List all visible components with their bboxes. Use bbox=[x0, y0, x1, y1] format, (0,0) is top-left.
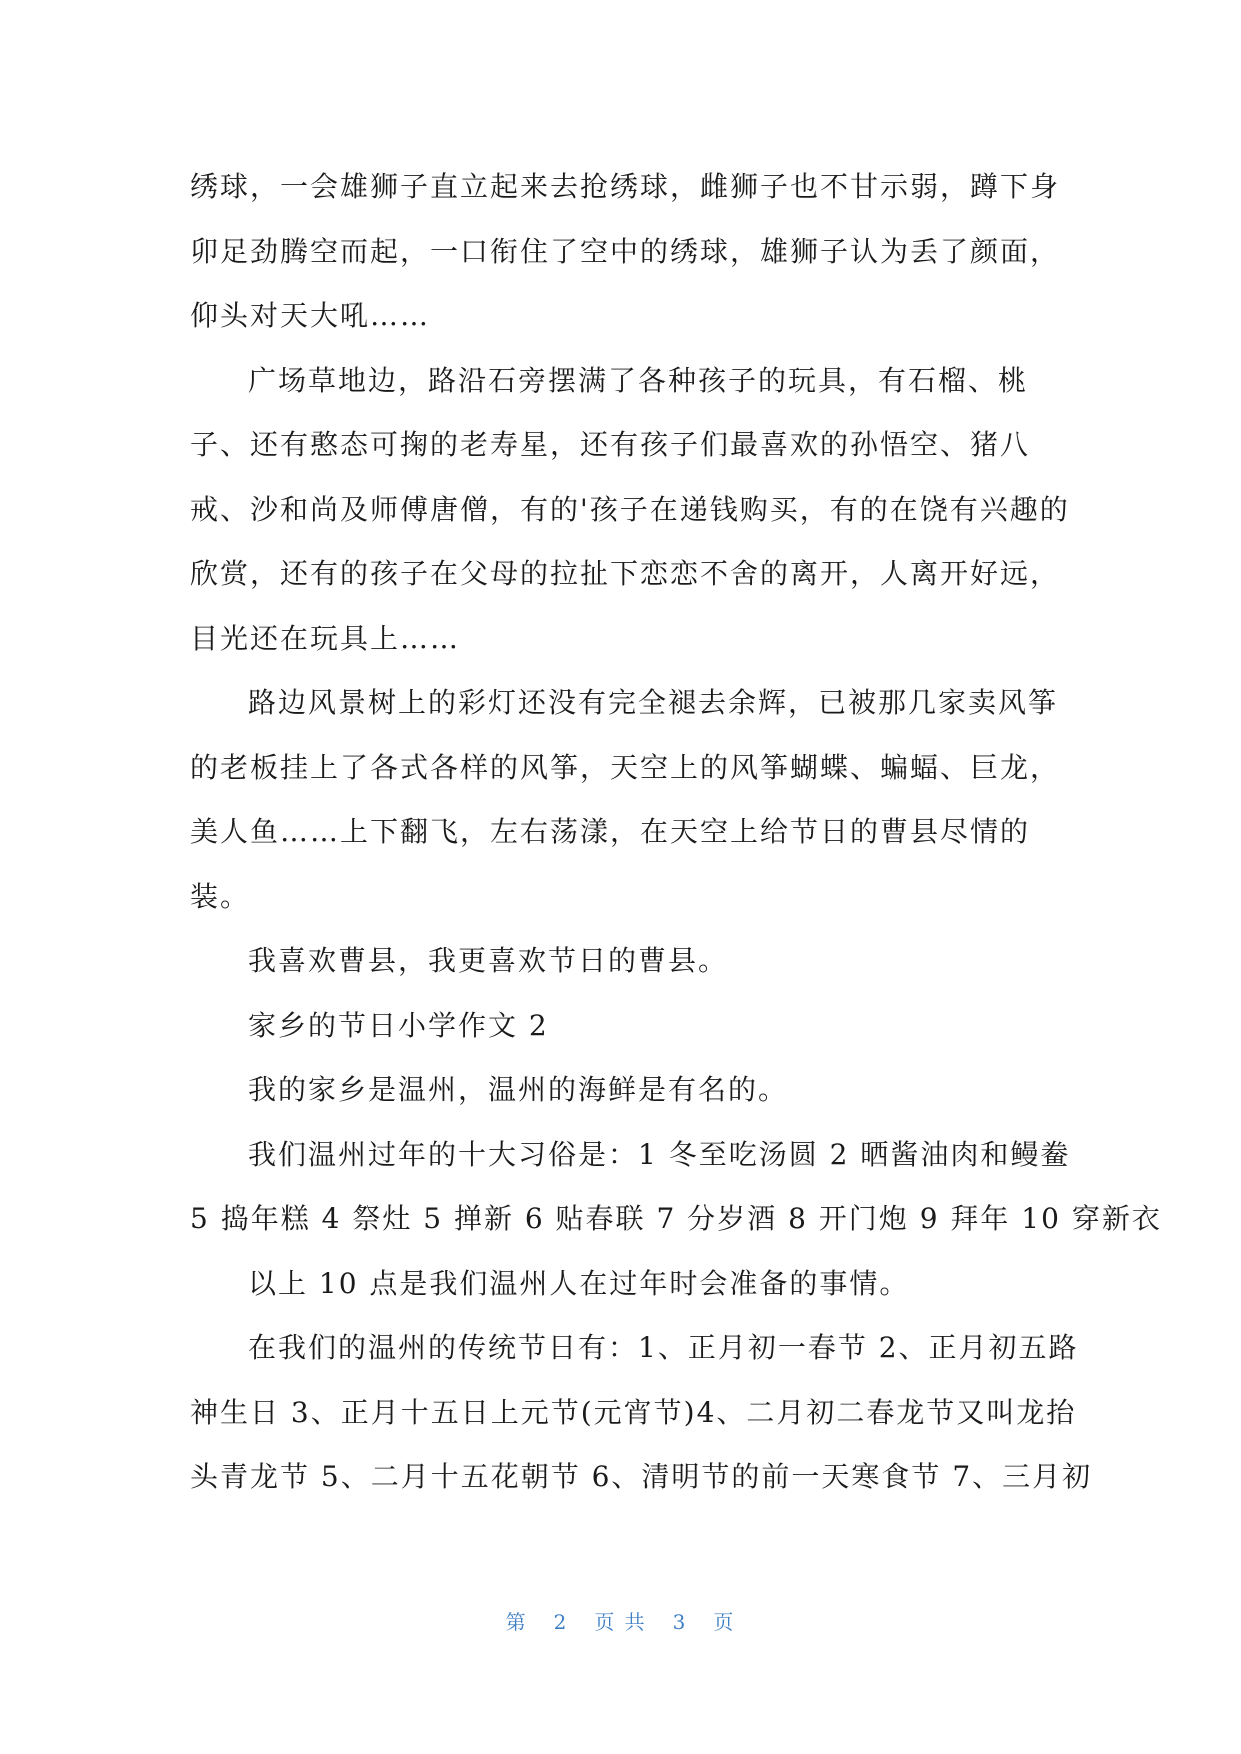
text-line: 家乡的节日小学作文 2 bbox=[248, 1008, 549, 1042]
footer-current-page: 2 bbox=[553, 1610, 569, 1634]
paragraph bbox=[190, 1252, 1070, 1317]
text-line: 装。 bbox=[190, 879, 251, 913]
paragraph bbox=[190, 155, 1070, 349]
text-line: 仰头对天大吼…… bbox=[190, 299, 431, 332]
paragraph bbox=[190, 1316, 1093, 1510]
paragraph bbox=[190, 671, 1070, 929]
footer-middle: 页 共 bbox=[594, 1610, 647, 1634]
document-body bbox=[190, 155, 1162, 1510]
text-line: 广场草地边，路沿石旁摆满了各种孩子的玩具，有石榴、桃 bbox=[248, 363, 1029, 397]
text-line: 头青龙节 5、二月十五花朝节 6、清明节的前一天寒食节 7、三月初 bbox=[190, 1460, 1093, 1493]
paragraph bbox=[190, 1123, 1162, 1252]
paragraph bbox=[190, 929, 1070, 994]
text-line: 绣球，一会雄狮子直立起来去抢绣球，雌狮子也不甘示弱，蹲下身 bbox=[190, 170, 1061, 203]
text-line: 戒、沙和尚及师傅唐僧，有的'孩子在递钱购买，有的在饶有兴趣的 bbox=[190, 492, 1070, 526]
text-line: 卯足劲腾空而起，一口衔住了空中的绣球，雄狮子认为丢了颜面， bbox=[190, 234, 1061, 268]
text-line: 我们温州过年的十大习俗是：1 冬至吃汤圆 2 晒酱油肉和鳗鲞 bbox=[248, 1137, 1071, 1171]
text-line: 以上 10 点是我们温州人在过年时会准备的事情。 bbox=[248, 1266, 910, 1300]
text-line: 神生日 3、正月十五日上元节(元宵节)4、二月初二春龙节又叫龙抬 bbox=[190, 1395, 1077, 1429]
page-footer bbox=[0, 1606, 1241, 1635]
text-line: 5 捣年糕 4 祭灶 5 掸新 6 贴春联 7 分岁酒 8 开门炮 9 拜年 10 穿新衣 bbox=[190, 1202, 1162, 1235]
paragraph bbox=[190, 349, 1070, 672]
text-line: 在我们的温州的传统节日有：1、正月初一春节 2、正月初五路 bbox=[248, 1331, 1079, 1364]
paragraph bbox=[190, 994, 1070, 1059]
text-line: 子、还有憨态可掬的老寿星，还有孩子们最喜欢的孙悟空、猪八 bbox=[190, 428, 1031, 461]
text-line: 目光还在玩具上…… bbox=[190, 621, 461, 655]
text-line: 的老板挂上了各式各样的风筝，天空上的风筝蝴蝶、蝙蝠、巨龙， bbox=[190, 750, 1061, 784]
text-line: 我喜欢曹县，我更喜欢节日的曹县。 bbox=[248, 944, 729, 977]
text-line: 我的家乡是温州，温州的海鲜是有名的。 bbox=[248, 1073, 789, 1106]
footer-total-pages: 3 bbox=[672, 1610, 688, 1634]
footer-suffix: 页 bbox=[713, 1610, 736, 1634]
text-line: 欣赏，还有的孩子在父母的拉扯下恋恋不舍的离开，人离开好远， bbox=[190, 557, 1061, 590]
paragraph bbox=[190, 1058, 1070, 1123]
text-line: 路边风景树上的彩灯还没有完全褪去余辉，已被那几家卖风筝 bbox=[248, 686, 1059, 719]
text-line: 美人鱼……上下翻飞，左右荡漾，在天空上给节日的曹县尽情的 bbox=[190, 815, 1031, 848]
footer-prefix: 第 bbox=[505, 1610, 528, 1634]
